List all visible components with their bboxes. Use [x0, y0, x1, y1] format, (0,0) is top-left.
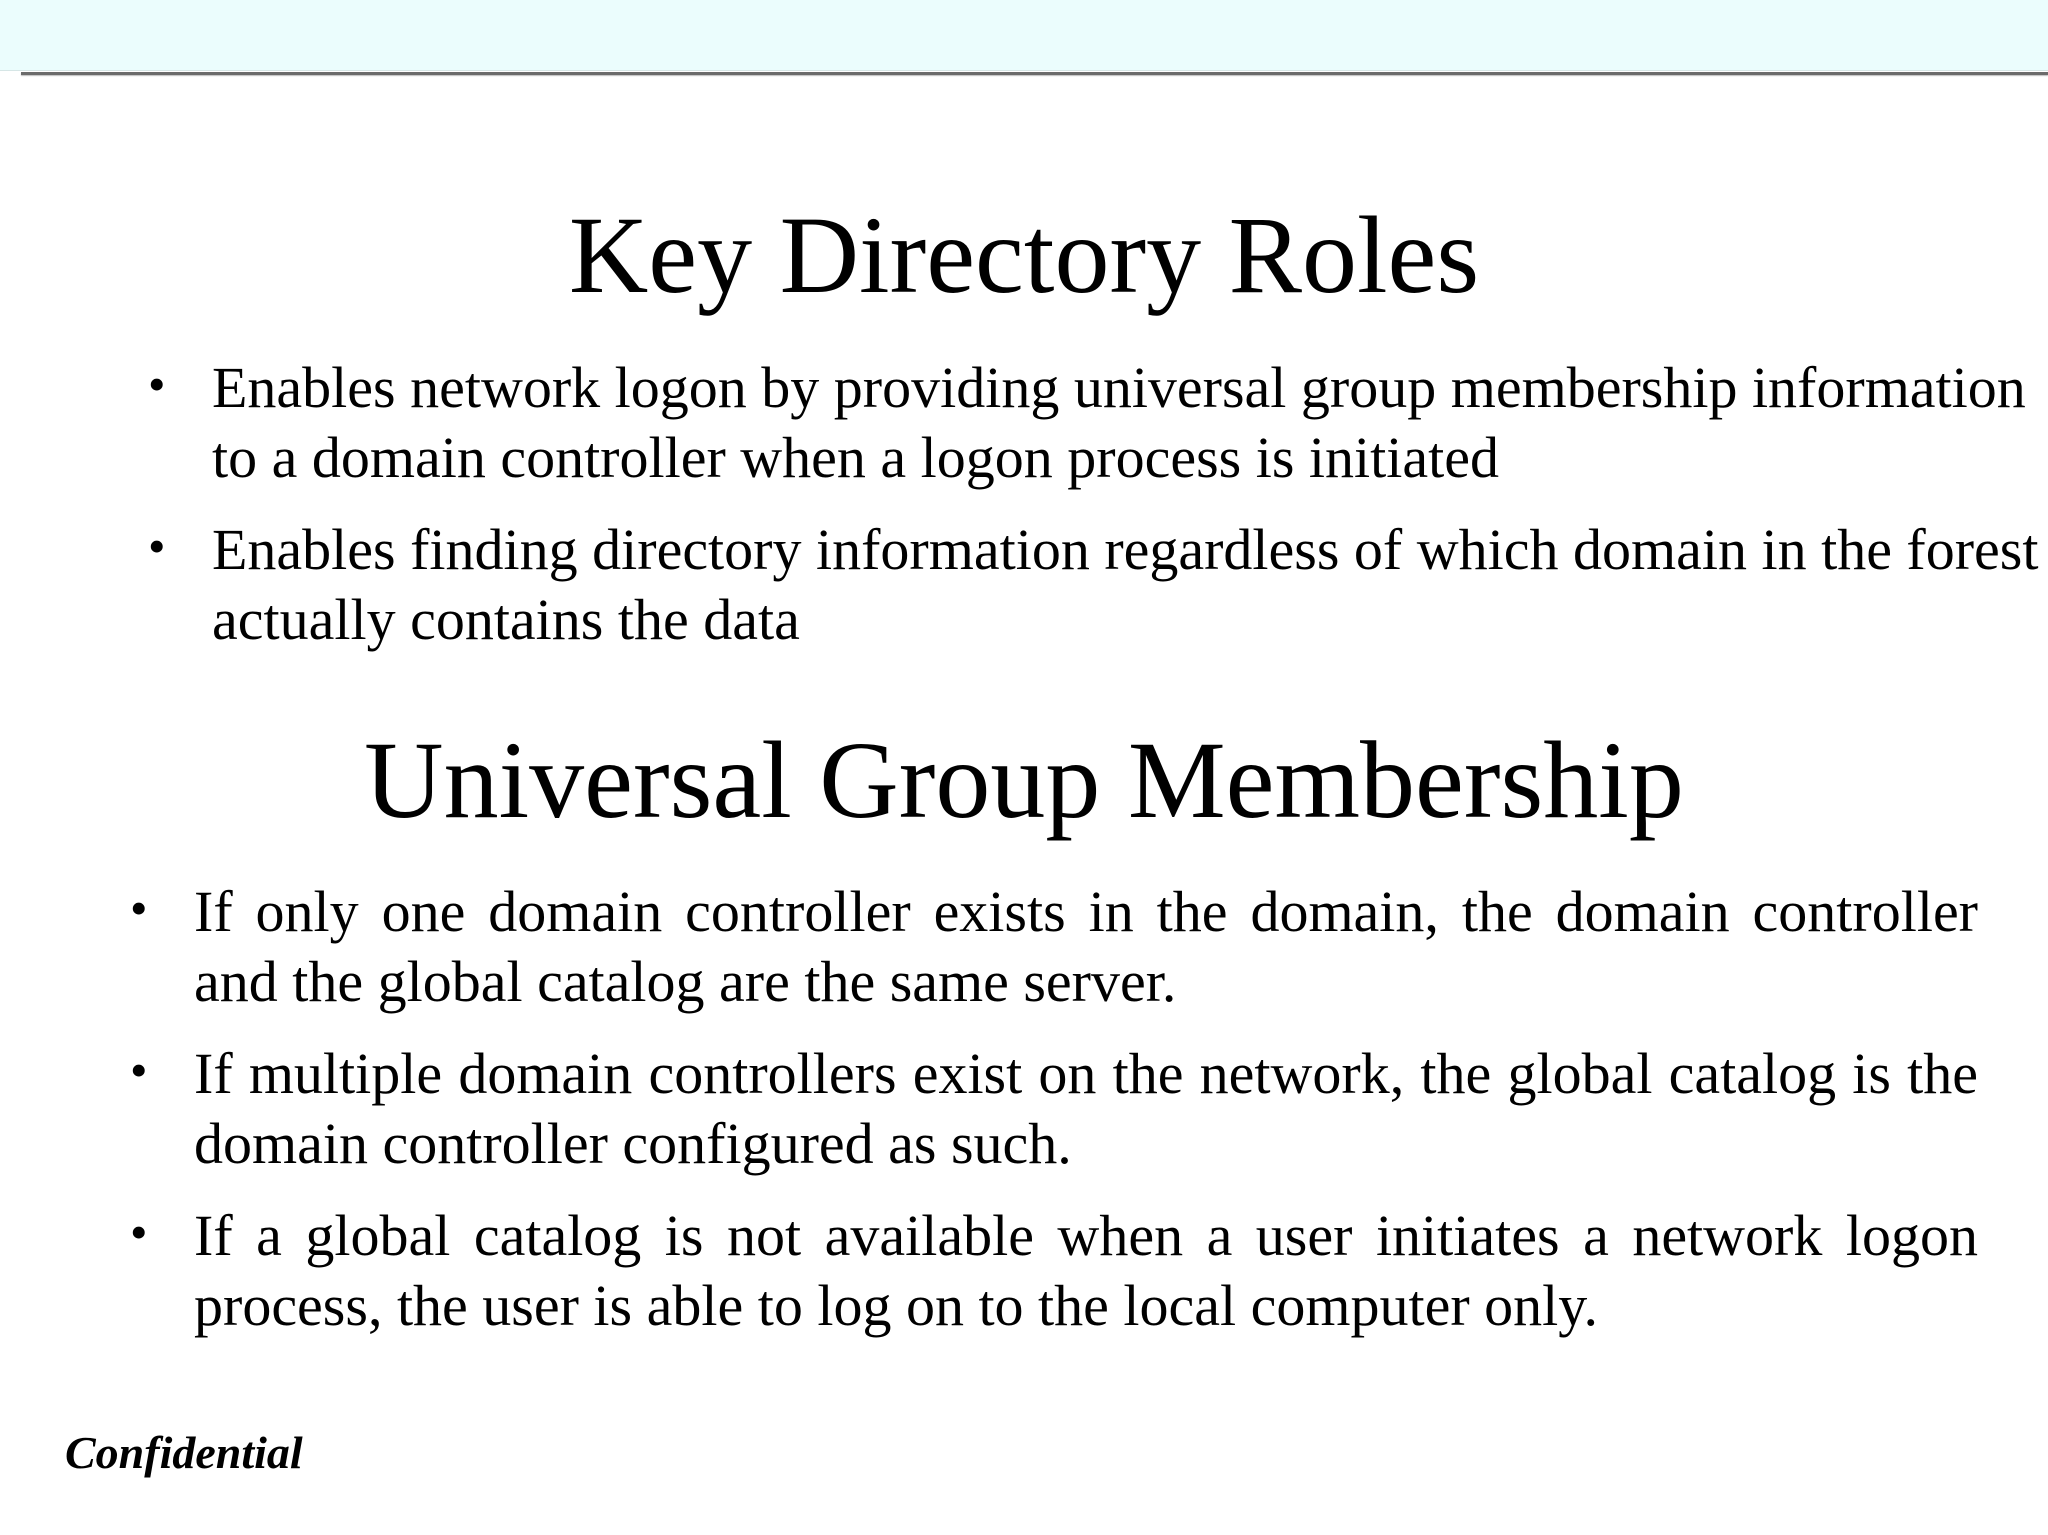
slide-title-universal-group-membership: Universal Group Membership: [364, 719, 1684, 841]
bullet-icon: •: [130, 880, 148, 936]
list-item: [148, 515, 2042, 655]
bullet-icon: •: [130, 1042, 148, 1098]
list-item: [130, 877, 1978, 1017]
universal-group-bullet-list: [130, 877, 1978, 1363]
list-item: [130, 1201, 1978, 1341]
slide-title-key-directory-roles: Key Directory Roles: [568, 194, 1480, 316]
list-item: [130, 1039, 1978, 1179]
header-divider: [21, 72, 2048, 75]
header-band: [0, 0, 2048, 71]
bullet-text: If only one domain controller exists in the domain, the domain controller and the global catalog are the same server.: [194, 879, 1978, 1014]
key-roles-bullet-list: [148, 353, 2042, 677]
bullet-text: Enables finding directory information regardless of which domain in the forest actually contains the data: [212, 517, 2039, 652]
bullet-text: Enables network logon by providing universal group membership information to a domain controller when a logon process is initiated: [212, 355, 2026, 490]
bullet-icon: •: [130, 1204, 148, 1260]
bullet-text: If multiple domain controllers exist on the network, the global catalog is the domain controller configured as such.: [194, 1041, 1978, 1176]
bullet-icon: •: [148, 356, 166, 412]
bullet-icon: •: [148, 518, 166, 574]
bullet-text: If a global catalog is not available when a user initiates a network logon process, the user is able to log on to the local computer only.: [194, 1203, 1978, 1338]
list-item: [148, 353, 2042, 493]
confidential-label: Confidential: [65, 1427, 303, 1478]
